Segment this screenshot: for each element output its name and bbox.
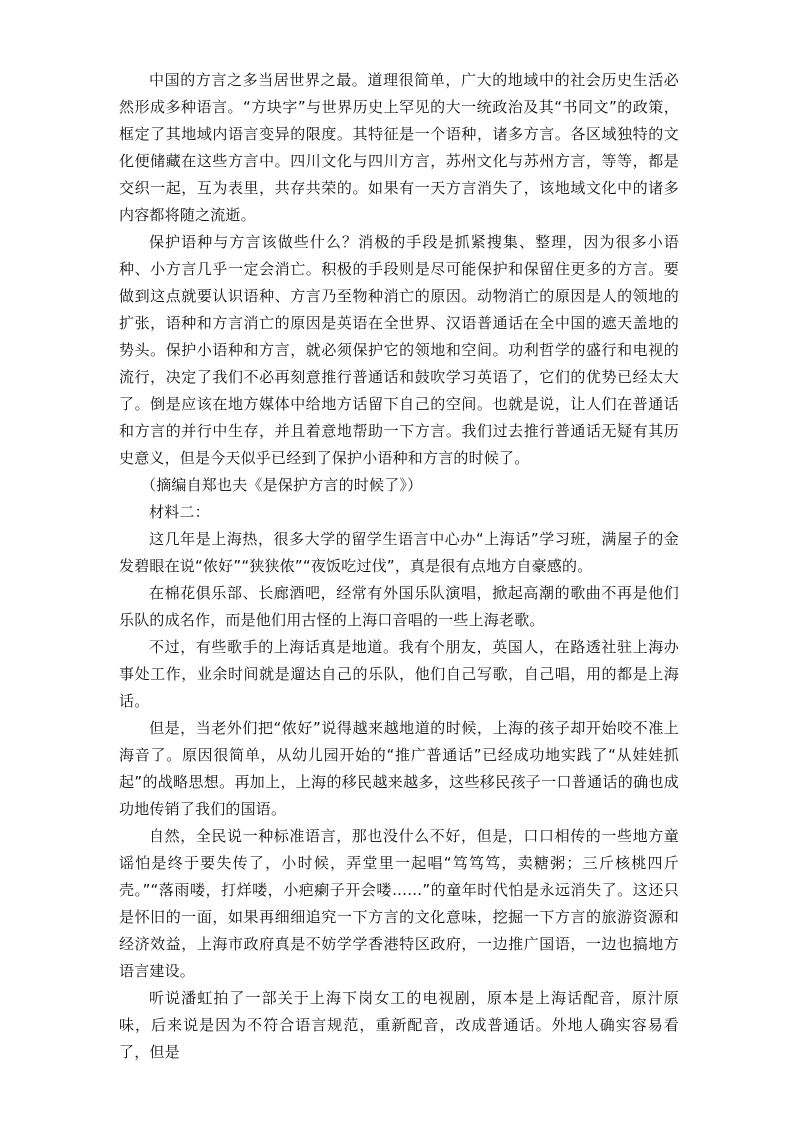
paragraph-dialect-diversity: 中国的方言之多当居世界之最。道理很简单，广大的地域中的社会历史生活必然形成多种语言。“方块字”与世界历史上罕见的大一统政治及其“书同文”的政策，框定了其地域内语言变异的限度。其特征是一个语种，诸多方言。各区域独特的文化便储藏在这些方言中。四川文化与四川方言，苏州文化与苏州方言，等等，都是交织一起，互为表里，共存共荣的。如果有一天方言消失了，该地域文化中的诸多内容都将随之流逝。: [119, 71, 679, 224]
section-heading-material-two: 材料二：: [149, 503, 210, 521]
paragraph-shanghai-class: 这几年是上海热，很多大学的留学生语言中心办“上海话”学习班，满屋子的金发碧眼在说“侬好”“狭狭侬”“夜饭吃过伐”，真是很有点地方自豪感的。: [119, 530, 679, 575]
paragraph-children-accent: 但是，当老外们把“侬好”说得越来越地道的时候，上海的孩子却开始咬不准上海音了。原因很简单，从幼儿园开始的“推广普通话”已经成功地实践了“从娃娃抓起”的战略思想。再加上，上海的移民越来越多，这些移民孩子一口普通话的确也成功地传销了我们的国语。: [119, 719, 679, 818]
paragraph-tv-drama: 听说潘虹拍了一部关于上海下岗女工的电视剧，原本是上海话配音，原汁原味，后来说是因为不符合语言规范，重新配音，改成普通话。外地人确实容易看了，但是: [119, 989, 679, 1061]
document-body: [119, 67, 679, 1066]
paragraph-foreign-bands: 在棉花俱乐部、长廊酒吧，经常有外国乐队演唱，掀起高潮的歌曲不再是他们乐队的成名作，而是他们用古怪的上海口音唱的一些上海老歌。: [119, 584, 679, 629]
paragraph-nursery-rhymes: 自然，全民说一种标准语言，那也没什么不好，但是，口口相传的一些地方童谣怕是终于要失传了，小时候，弄堂里一起唱“笃笃笃，卖糖粥；三斤核桃四斤壳。”“落雨喽，打烊喽，小疤瘌子开会喽……”的童年时代怕是永远消失了。这还只是怀旧的一面，如果再细细追究一下方言的文化意味，挖掘一下方言的旅游资源和经济效益，上海市政府真是不妨学学香港特区政府，一边推广国语，一边也搞地方语言建设。: [119, 827, 679, 980]
paragraph-protection-measures: 保护语种与方言该做些什么？消极的手段是抓紧搜集、整理，因为很多小语种、小方言几乎一定会消亡。积极的手段则是尽可能保护和保留住更多的方言。要做到这点就要认识语种、方言乃至物种消亡的原因。动物消亡的原因是人的领地的扩张，语种和方言消亡的原因是英语在全世界、汉语普通话在全中国的遮天盖地的势头。保护小语种和方言，就必须保护它的领地和空间。功利哲学的盛行和电视的流行，决定了我们不必再刻意推行普通话和鼓吹学习英语了，它们的优势已经太大了。倒是应该在地方媒体中给地方话留下自己的空间。也就是说，让人们在普通话和方言的并行中生存，并且着意地帮助一下方言。我们过去推行普通话无疑有其历史意义，但是今天似乎已经到了保护小语种和方言的时候了。: [119, 233, 679, 467]
source-citation: （摘编自郑也夫《是保护方言的时候了》）: [141, 476, 423, 494]
paragraph-english-friend: 不过，有些歌手的上海话真是地道。我有个朋友，英国人，在路透社驻上海办事处工作，业余时间就是遛达自己的乐队，他们自己写歌，自己唱，用的都是上海话。: [119, 638, 679, 710]
